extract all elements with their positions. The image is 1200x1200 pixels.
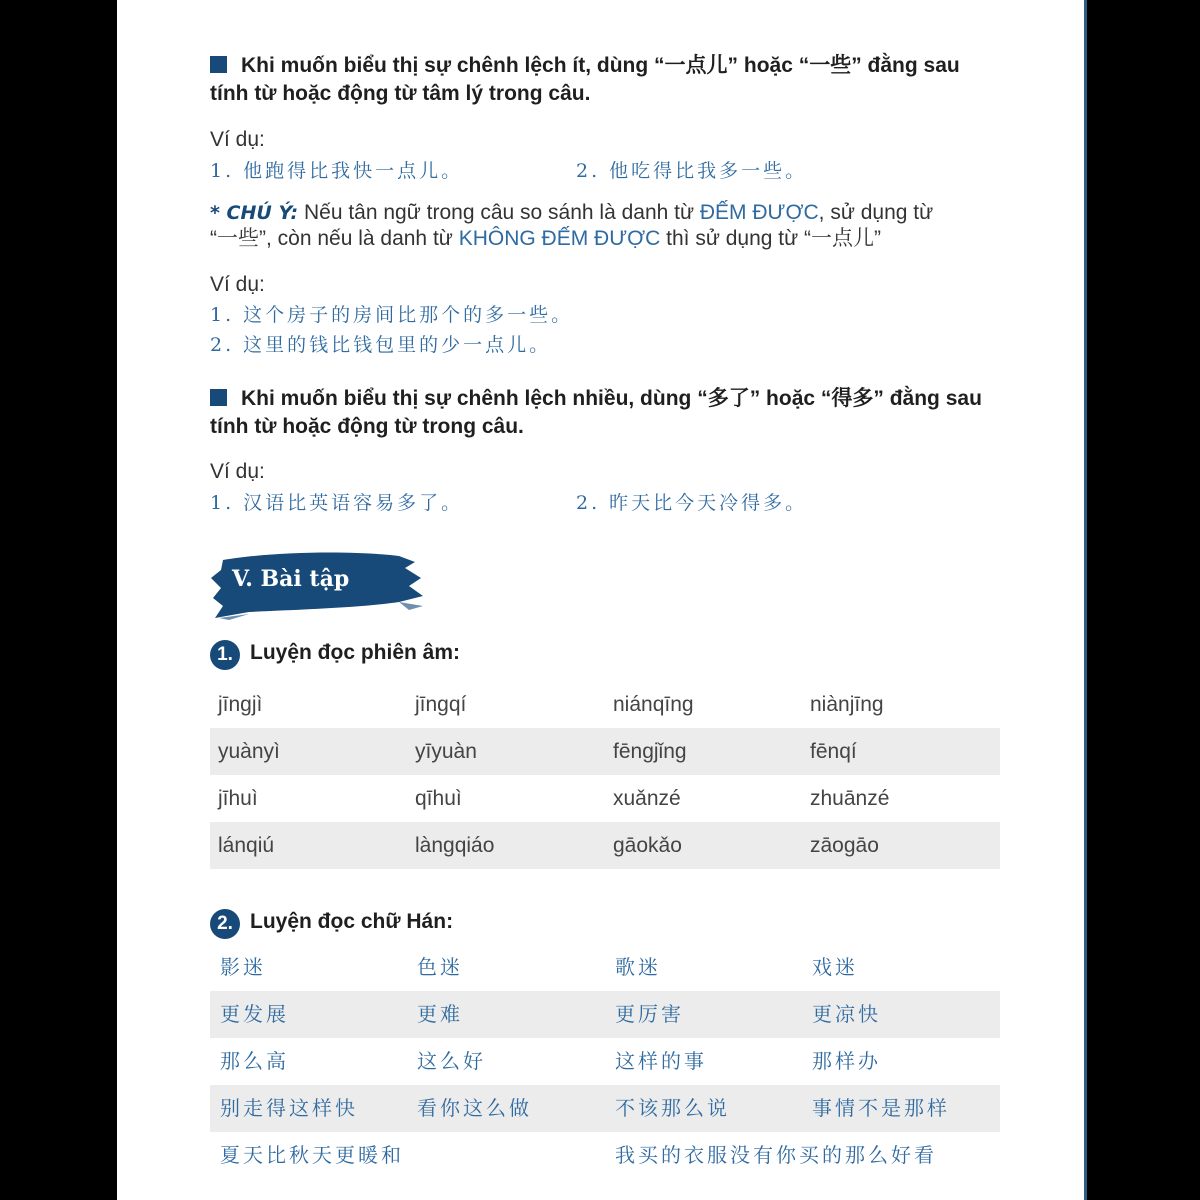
table-cell: 事情不是那样 — [812, 1096, 950, 1120]
note-text-4: thì sử dụng từ “一点儿” — [660, 227, 881, 250]
example-sentence-3: 1. 这个房子的房间比那个的多一些。 — [210, 304, 574, 326]
document-page — [117, 0, 1087, 1200]
note-label: * CHÚ Ý: — [210, 202, 299, 224]
example-sentence-1: 1. 他跑得比我快一点儿。 — [210, 160, 464, 182]
table-cell: jīngjì — [218, 693, 263, 716]
table-cell: 更发展 — [220, 1002, 289, 1026]
table-cell: niànjīng — [810, 693, 884, 716]
table-row — [210, 1132, 1000, 1179]
table-cell: làngqiáo — [415, 834, 495, 857]
table-cell: 看你这么做 — [417, 1096, 532, 1120]
example-label-2: Ví dụ: — [210, 273, 265, 296]
square-bullet-icon — [210, 56, 227, 73]
table-row — [210, 944, 1000, 991]
table-cell: jīngqí — [415, 693, 467, 716]
example-sentence-4: 2. 这里的钱比钱包里的少一点儿。 — [210, 334, 552, 356]
table-cell: zhuānzé — [810, 787, 890, 810]
table-cell: 夏天比秋天更暖和 — [220, 1143, 404, 1167]
table-cell: lánqiú — [218, 834, 275, 857]
exercise1-heading — [210, 640, 460, 670]
example-sentence-2: 2. 他吃得比我多一些。 — [576, 160, 808, 182]
table-cell: 色迷 — [417, 955, 463, 979]
table-cell: 更难 — [417, 1002, 463, 1026]
table-cell: 戏迷 — [812, 955, 858, 979]
table-row — [210, 822, 1000, 869]
table-cell: 歌迷 — [615, 955, 661, 979]
page-edge-border — [1084, 0, 1087, 1200]
table-cell: 更厉害 — [615, 1002, 684, 1026]
note-uncountable: KHÔNG ĐẾM ĐƯỢC — [458, 227, 661, 250]
table-cell: 那样办 — [812, 1049, 881, 1073]
table-row — [210, 728, 1000, 775]
table-cell: xuǎnzé — [613, 787, 681, 810]
example-sentence-5: 1. 汉语比英语容易多了。 — [210, 492, 464, 514]
exercise1-number-badge: 1. — [210, 640, 240, 670]
section2-heading — [210, 385, 1087, 441]
table-row — [210, 681, 1000, 728]
table-cell: 这么好 — [417, 1049, 486, 1073]
table-row — [210, 1085, 1000, 1132]
note-countable: ĐẾM ĐƯỢC — [699, 201, 819, 224]
example-label-3: Ví dụ: — [210, 460, 265, 483]
table-cell: fēngjǐng — [613, 740, 687, 763]
exercise2-heading — [210, 909, 453, 939]
example-label: Ví dụ: — [210, 128, 265, 151]
table-cell: zāogāo — [810, 834, 879, 857]
table-row — [210, 991, 1000, 1038]
note-text-1: Nếu tân ngữ trong câu so sánh là danh từ — [298, 201, 700, 224]
exercise1-title: Luyện đọc phiên âm: — [250, 641, 461, 665]
exercise2-number-badge: 2. — [210, 909, 240, 939]
note-text-2: , sử dụng từ — [818, 201, 934, 224]
square-bullet-icon — [210, 389, 227, 406]
table-cell: yīyuàn — [415, 740, 477, 763]
table-cell: 那么高 — [220, 1049, 289, 1073]
table-row — [210, 1038, 1000, 1085]
section1-heading — [210, 52, 1087, 108]
table-cell: niánqīng — [613, 693, 694, 716]
table-cell: 影迷 — [220, 955, 266, 979]
table-cell: fēnqí — [810, 740, 857, 763]
table-cell: gāokǎo — [613, 834, 682, 857]
exercise2-title: Luyện đọc chữ Hán: — [250, 910, 454, 934]
section1-heading-line2: tính từ hoặc động từ tâm lý trong câu. — [210, 82, 591, 105]
table-cell: 我买的衣服没有你买的那么好看 — [615, 1143, 937, 1167]
table-cell: qīhuì — [415, 787, 462, 810]
section2-heading-line1: Khi muốn biểu thị sự chênh lệch nhiều, dùng “多了” hoặc “得多” đằng sau — [241, 387, 982, 410]
table-cell: 这样的事 — [615, 1049, 707, 1073]
table-cell: yuànyì — [218, 740, 280, 763]
section2-heading-line2: tính từ hoặc động từ trong câu. — [210, 415, 524, 438]
note-text-3: “一些”, còn nếu là danh từ — [210, 227, 459, 250]
table-cell: 不该那么说 — [615, 1096, 730, 1120]
banner-title: V. Bài tập — [232, 566, 350, 592]
note-paragraph — [210, 200, 1087, 252]
table-cell: 别走得这样快 — [220, 1096, 358, 1120]
table-row — [210, 775, 1000, 822]
example-sentence-6: 2. 昨天比今天冷得多。 — [576, 492, 808, 514]
section1-heading-line1: Khi muốn biểu thị sự chênh lệch ít, dùng “一点儿” hoặc “一些” đằng sau — [241, 54, 960, 77]
hanzi-table — [210, 944, 1000, 1179]
table-cell: 更凉快 — [812, 1002, 881, 1026]
pinyin-table — [210, 681, 1000, 869]
table-cell: jīhuì — [218, 787, 258, 810]
